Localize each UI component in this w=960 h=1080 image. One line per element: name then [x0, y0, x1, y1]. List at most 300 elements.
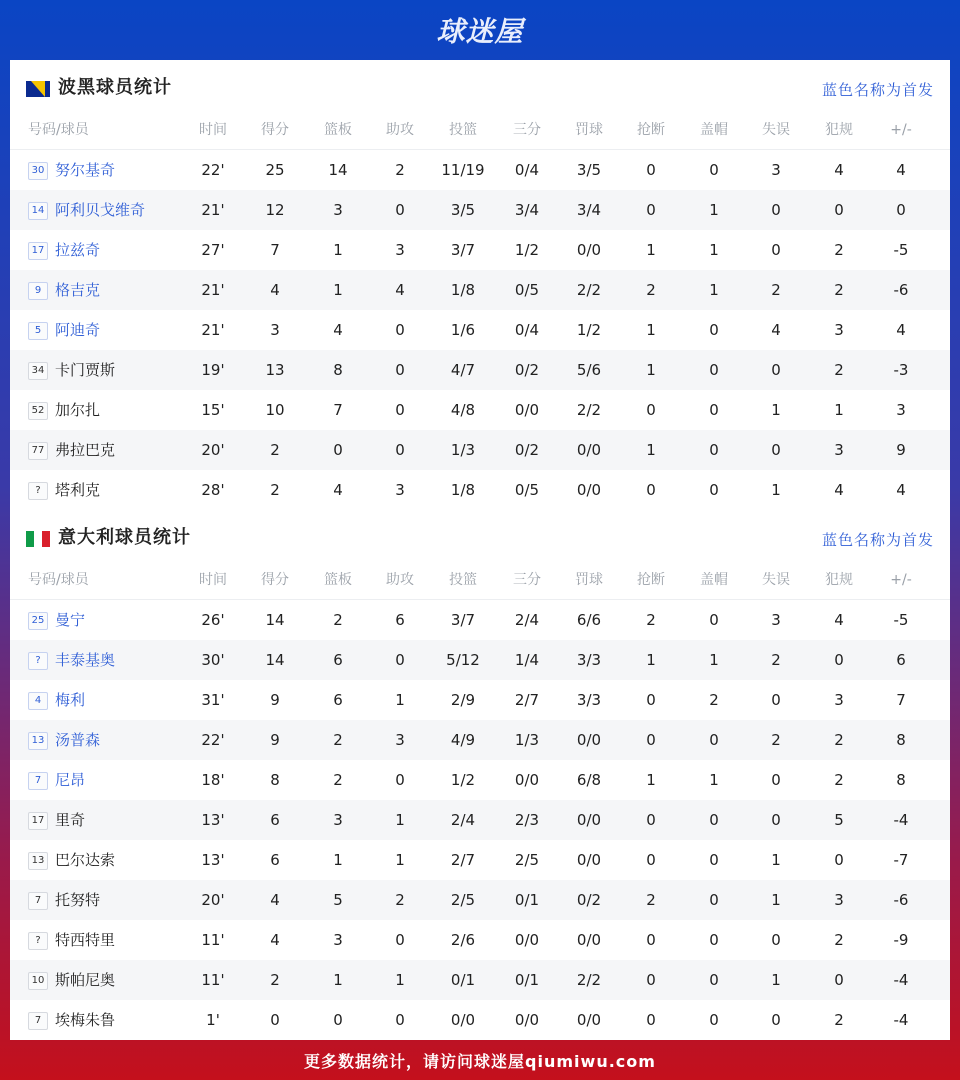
stat-cell: 1 [709, 651, 719, 669]
table-row [10, 640, 950, 680]
stat-cell: 1 [709, 241, 719, 259]
player-name-link[interactable]: 阿利贝戈维奇 [55, 201, 146, 219]
stat-cell: 9 [896, 441, 906, 459]
stat-cell: 0 [646, 811, 656, 829]
footer-banner[interactable]: 更多数据统计，请访问球迷屋qiumiwu.com [304, 1051, 656, 1071]
stat-cell: 1 [771, 891, 781, 909]
stat-cell: 13 [265, 361, 285, 379]
stat-cell: 2/5 [450, 891, 476, 909]
player-name-link[interactable]: 努尔基奇 [55, 161, 116, 179]
stat-cell: 3 [333, 201, 343, 219]
stat-cell: 9 [270, 691, 280, 709]
stat-cell: 1 [646, 651, 656, 669]
stat-cell: 0 [709, 321, 719, 339]
stat-cell: 0/0 [576, 481, 602, 499]
stat-cell: 3 [834, 691, 844, 709]
player-name-link[interactable]: 阿迪奇 [55, 321, 101, 339]
stat-cell: 7 [896, 691, 906, 709]
stat-cell: 0/4 [514, 161, 540, 179]
stat-cell: 21' [201, 321, 225, 339]
stat-cell: 0/2 [576, 891, 602, 909]
table-row [10, 150, 950, 190]
player-name-link[interactable]: 梅利 [55, 691, 86, 709]
stat-cell: 1/6 [450, 321, 476, 339]
stat-cell: 3 [395, 241, 405, 259]
stat-cell: 2/6 [450, 931, 476, 949]
stat-cell: 4/8 [450, 401, 476, 419]
stat-cell: 3 [270, 321, 280, 339]
stat-cell: 6 [270, 851, 280, 869]
stat-cell: 1 [395, 691, 405, 709]
stat-cell: 2 [646, 281, 656, 299]
column-header: 三分 [513, 122, 541, 138]
stat-cell: 1 [771, 481, 781, 499]
stat-cell: 2 [333, 771, 343, 789]
stat-cell: 0 [771, 931, 781, 949]
stat-cell: 0/0 [514, 1011, 540, 1029]
stat-cell: 7 [270, 241, 280, 259]
player-name-link[interactable]: 埃梅朱鲁 [55, 1011, 116, 1029]
starter-legend: 蓝色名称为首发 [821, 81, 934, 99]
stat-cell: 1 [333, 851, 343, 869]
stat-cell: 3 [771, 611, 781, 629]
stat-cell: 0/0 [576, 931, 602, 949]
stat-cell: 3/4 [576, 201, 602, 219]
stat-cell: 2 [834, 361, 844, 379]
stat-cell: -4 [893, 811, 909, 829]
stat-cell: 5/6 [576, 361, 602, 379]
stat-cell: 0 [771, 811, 781, 829]
stat-cell: 0/0 [576, 241, 602, 259]
stat-cell: 2 [834, 931, 844, 949]
stat-cell: 0 [771, 771, 781, 789]
stat-cell: 0 [709, 361, 719, 379]
jersey-number-badge: 10 [28, 972, 48, 990]
stat-cell: 0 [709, 481, 719, 499]
jersey-number-badge: 7 [28, 772, 48, 790]
stat-cell: 2 [646, 611, 656, 629]
stat-cell: 2/2 [576, 971, 602, 989]
player-name-link[interactable]: 斯帕尼奥 [55, 971, 116, 989]
stat-cell: 1 [709, 771, 719, 789]
jersey-number-badge: 13 [28, 732, 48, 750]
player-name-link[interactable]: 巴尔达索 [55, 851, 116, 869]
player-name-link[interactable]: 卡门贾斯 [55, 361, 116, 379]
stat-cell: 1' [206, 1011, 220, 1029]
stat-cell: 3 [771, 161, 781, 179]
column-header: 抢断 [637, 572, 665, 588]
jersey-number-badge: 7 [28, 1012, 48, 1030]
stat-cell: 4 [270, 281, 280, 299]
jersey-number-badge: 5 [28, 322, 48, 340]
stat-cell: 0/0 [576, 441, 602, 459]
column-header: +/- [890, 122, 912, 138]
team-section-header [10, 510, 950, 566]
stat-cell: 2 [270, 481, 280, 499]
stat-cell: 1 [771, 971, 781, 989]
stat-cell: 4 [395, 281, 405, 299]
column-header: 篮板 [324, 572, 352, 588]
stat-cell: 4 [834, 611, 844, 629]
stat-cell: 2/3 [514, 811, 540, 829]
stat-cell: 1 [771, 401, 781, 419]
jersey-number-badge: 9 [28, 282, 48, 300]
stat-cell: 2 [834, 771, 844, 789]
stat-cell: 0 [395, 931, 405, 949]
stat-cell: 0 [333, 1011, 343, 1029]
stat-cell: 2 [834, 731, 844, 749]
stat-cell: 1 [646, 441, 656, 459]
stat-cell: 5/12 [446, 651, 480, 669]
stat-cell: 3 [333, 931, 343, 949]
stat-cell: 6/6 [576, 611, 602, 629]
player-name-link[interactable]: 尼昂 [55, 771, 86, 789]
stat-cell: 0 [709, 931, 719, 949]
stat-cell: 4 [834, 481, 844, 499]
stat-cell: 0 [395, 321, 405, 339]
stat-cell: 6 [395, 611, 405, 629]
stat-cell: 3 [834, 321, 844, 339]
jersey-number-badge: 13 [28, 852, 48, 870]
stat-cell: 2/7 [450, 851, 476, 869]
stat-cell: 4/9 [450, 731, 476, 749]
stat-cell: 2 [395, 891, 405, 909]
table-row [10, 430, 950, 470]
stat-cell: 0/5 [514, 281, 540, 299]
stat-cell: 15' [201, 401, 225, 419]
stat-cell: -6 [893, 281, 909, 299]
stat-cell: 2 [771, 281, 781, 299]
stat-cell: 3/4 [514, 201, 540, 219]
stat-cell: 1 [333, 971, 343, 989]
stat-cell: 28' [201, 481, 225, 499]
stat-cell: 6 [333, 651, 343, 669]
stat-cell: 0/0 [514, 931, 540, 949]
table-row [10, 920, 950, 960]
table-row [10, 390, 950, 430]
stat-cell: -3 [893, 361, 909, 379]
column-header: 犯规 [825, 572, 853, 588]
stat-cell: 0/0 [576, 851, 602, 869]
stat-cell: 2 [771, 651, 781, 669]
stat-cell: 4 [270, 891, 280, 909]
stat-cell: 2 [270, 971, 280, 989]
stat-cell: 20' [201, 441, 225, 459]
column-header: 号码/球员 [28, 572, 89, 588]
stat-cell: 8 [270, 771, 280, 789]
stat-cell: 3/5 [450, 201, 476, 219]
stat-cell: 0 [834, 971, 844, 989]
team-section-header [10, 60, 950, 116]
stat-cell: 0/0 [450, 1011, 476, 1029]
stat-cell: 1/3 [450, 441, 476, 459]
jersey-number-badge: 34 [28, 362, 48, 380]
stat-cell: 1 [333, 281, 343, 299]
jersey-number-badge: ? [28, 482, 48, 500]
table-row [10, 470, 950, 510]
stat-cell: 2 [646, 891, 656, 909]
stat-cell: 0 [270, 1011, 280, 1029]
stat-cell: 19' [201, 361, 225, 379]
stat-cell: 0/0 [514, 401, 540, 419]
stat-cell: 0 [646, 971, 656, 989]
stat-cell: 0 [709, 971, 719, 989]
stat-cell: 3 [395, 481, 405, 499]
stat-cell: 0/0 [576, 731, 602, 749]
stat-cell: 3/3 [576, 651, 602, 669]
stat-cell: 1 [646, 321, 656, 339]
jersey-number-badge: ? [28, 932, 48, 950]
stat-cell: 2 [834, 1011, 844, 1029]
column-header: 投篮 [449, 572, 477, 588]
stat-cell: -9 [893, 931, 909, 949]
column-header: +/- [890, 572, 912, 588]
stat-cell: 20' [201, 891, 225, 909]
stat-cell: 0 [771, 241, 781, 259]
stat-cell: 0 [395, 1011, 405, 1029]
stat-cell: 6 [896, 651, 906, 669]
stat-cell: 31' [201, 691, 225, 709]
stat-cell: 0 [395, 441, 405, 459]
stat-cell: 0/1 [450, 971, 476, 989]
jersey-number-badge: 7 [28, 892, 48, 910]
stat-cell: 2 [834, 281, 844, 299]
player-name-link[interactable]: 塔利克 [55, 481, 101, 499]
stat-cell: 0 [395, 201, 405, 219]
stat-cell: 3/5 [576, 161, 602, 179]
player-name-link[interactable]: 格吉克 [55, 281, 101, 299]
stat-cell: 2 [709, 691, 719, 709]
stat-cell: 4 [896, 321, 906, 339]
stat-cell: 0 [834, 201, 844, 219]
column-header: 号码/球员 [28, 122, 89, 138]
jersey-number-badge: 14 [28, 202, 48, 220]
table-row [10, 600, 950, 640]
table-row [10, 350, 950, 390]
stat-cell: 1 [646, 241, 656, 259]
stat-cell: -4 [893, 1011, 909, 1029]
stat-cell: 22' [201, 161, 225, 179]
stat-cell: 4 [333, 321, 343, 339]
stat-cell: 2/4 [450, 811, 476, 829]
stat-cell: 8 [896, 771, 906, 789]
stat-cell: 0 [709, 441, 719, 459]
player-name-link[interactable]: 特西特里 [55, 931, 116, 949]
column-header: 时间 [199, 122, 227, 138]
stat-cell: 3 [333, 811, 343, 829]
table-header-row [10, 110, 950, 150]
stat-cell: 21' [201, 281, 225, 299]
stat-cell: 0/1 [514, 891, 540, 909]
stat-cell: 11' [201, 931, 225, 949]
stat-cell: 0 [771, 441, 781, 459]
stat-cell: 13' [201, 851, 225, 869]
stat-cell: 4 [270, 931, 280, 949]
stat-cell: 0 [709, 891, 719, 909]
team-title: 意大利球员统计 [58, 527, 191, 548]
stat-cell: 0 [646, 691, 656, 709]
stat-cell: 0/2 [514, 441, 540, 459]
column-header: 三分 [513, 572, 541, 588]
column-header: 失误 [762, 122, 790, 138]
jersey-number-badge: ? [28, 652, 48, 670]
stat-cell: -7 [893, 851, 909, 869]
stat-cell: 2/2 [576, 401, 602, 419]
stat-cell: 0 [896, 201, 906, 219]
stat-cell: 1 [834, 401, 844, 419]
table-row [10, 800, 950, 840]
stat-cell: 21' [201, 201, 225, 219]
stat-cell: 0 [709, 401, 719, 419]
player-name-link[interactable]: 加尔扎 [55, 401, 101, 419]
stat-cell: 4 [896, 161, 906, 179]
stat-cell: 4 [834, 161, 844, 179]
table-row [10, 760, 950, 800]
jersey-number-badge: 77 [28, 442, 48, 460]
player-name-link[interactable]: 丰泰基奥 [55, 651, 116, 669]
stat-cell: 3/3 [576, 691, 602, 709]
stat-cell: 22' [201, 731, 225, 749]
table-row [10, 310, 950, 350]
bosnia-flag-icon [26, 81, 50, 97]
stat-cell: 1 [709, 281, 719, 299]
stat-cell: 0/5 [514, 481, 540, 499]
stat-cell: 26' [201, 611, 225, 629]
stat-cell: 2/9 [450, 691, 476, 709]
stat-cell: 1 [333, 241, 343, 259]
table-row [10, 190, 950, 230]
stat-cell: 9 [270, 731, 280, 749]
stat-cell: 1 [646, 361, 656, 379]
stat-cell: -6 [893, 891, 909, 909]
stat-cell: -5 [893, 241, 909, 259]
player-name-link[interactable]: 曼宁 [55, 611, 86, 629]
stat-cell: 5 [333, 891, 343, 909]
stat-cell: -4 [893, 971, 909, 989]
column-header: 投篮 [449, 122, 477, 138]
stat-cell: 1 [395, 811, 405, 829]
column-header: 失误 [762, 572, 790, 588]
stat-cell: 1/4 [514, 651, 540, 669]
jersey-number-badge: 4 [28, 692, 48, 710]
stat-cell: 0 [771, 1011, 781, 1029]
stat-cell: 0 [646, 931, 656, 949]
stat-cell: 8 [333, 361, 343, 379]
stat-cell: 0 [771, 691, 781, 709]
stat-cell: 1/8 [450, 481, 476, 499]
stat-cell: 1 [709, 201, 719, 219]
stat-cell: -5 [893, 611, 909, 629]
stat-cell: 0 [709, 731, 719, 749]
stat-cell: 14 [265, 611, 285, 629]
table-row [10, 880, 950, 920]
column-header: 犯规 [825, 122, 853, 138]
player-name-link[interactable]: 拉兹奇 [55, 241, 101, 259]
table-row [10, 680, 950, 720]
stat-cell: 30' [201, 651, 225, 669]
stat-cell: 27' [201, 241, 225, 259]
stat-cell: 0 [646, 851, 656, 869]
stat-cell: 0/0 [576, 1011, 602, 1029]
stat-cell: 2 [270, 441, 280, 459]
stat-cell: 11/19 [441, 161, 485, 179]
stat-cell: 2 [395, 161, 405, 179]
stat-cell: 1/3 [514, 731, 540, 749]
column-header: 罚球 [575, 572, 603, 588]
stat-cell: 0 [646, 1011, 656, 1029]
stat-cell: 0/2 [514, 361, 540, 379]
stat-cell: 3 [896, 401, 906, 419]
stat-cell: 0 [771, 361, 781, 379]
stat-cell: 25 [265, 161, 285, 179]
column-header: 罚球 [575, 122, 603, 138]
player-name-link[interactable]: 里奇 [55, 811, 86, 829]
column-header: 得分 [261, 122, 289, 138]
jersey-number-badge: 52 [28, 402, 48, 420]
stat-cell: 1/8 [450, 281, 476, 299]
column-header: 篮板 [324, 122, 352, 138]
player-name-link[interactable]: 汤普森 [55, 731, 101, 749]
stat-cell: 3 [834, 441, 844, 459]
italy-flag-icon [26, 531, 50, 547]
jersey-number-badge: 17 [28, 242, 48, 260]
player-name-link[interactable]: 弗拉巴克 [55, 441, 116, 459]
stat-cell: 0 [709, 851, 719, 869]
column-header: 抢断 [637, 122, 665, 138]
stat-cell: 4 [333, 481, 343, 499]
stat-cell: 18' [201, 771, 225, 789]
stat-cell: 1/2 [514, 241, 540, 259]
stat-cell: 12 [265, 201, 285, 219]
stat-cell: 14 [265, 651, 285, 669]
stat-cell: 2/2 [576, 281, 602, 299]
stat-cell: 3 [395, 731, 405, 749]
stat-cell: 6 [333, 691, 343, 709]
stat-cell: 0/0 [514, 771, 540, 789]
brand-logo: 球迷屋 [436, 15, 524, 48]
table-row [10, 230, 950, 270]
stat-cell: 0 [646, 201, 656, 219]
player-name-link[interactable]: 托努特 [55, 891, 101, 909]
stat-cell: 0 [395, 651, 405, 669]
stat-cell: 3 [834, 891, 844, 909]
stats-panel [10, 60, 950, 1040]
stat-cell: 0 [771, 201, 781, 219]
stat-cell: 2/7 [514, 691, 540, 709]
stat-cell: 3/7 [450, 241, 476, 259]
stat-cell: 4 [771, 321, 781, 339]
stat-cell: 10 [265, 401, 285, 419]
table-row [10, 960, 950, 1000]
stat-cell: 0 [646, 401, 656, 419]
jersey-number-badge: 25 [28, 612, 48, 630]
stat-cell: 0 [395, 401, 405, 419]
stat-cell: 3/7 [450, 611, 476, 629]
table-row [10, 840, 950, 880]
stat-cell: 0/1 [514, 971, 540, 989]
stat-cell: 14 [328, 161, 348, 179]
stat-cell: 1 [395, 971, 405, 989]
stat-cell: 8 [896, 731, 906, 749]
stat-cell: 0 [709, 811, 719, 829]
column-header: 盖帽 [700, 572, 728, 588]
stat-cell: 0 [709, 161, 719, 179]
stat-cell: 1 [646, 771, 656, 789]
stat-cell: 5 [834, 811, 844, 829]
stat-cell: 2/4 [514, 611, 540, 629]
column-header: 时间 [199, 572, 227, 588]
stat-cell: 1/2 [576, 321, 602, 339]
